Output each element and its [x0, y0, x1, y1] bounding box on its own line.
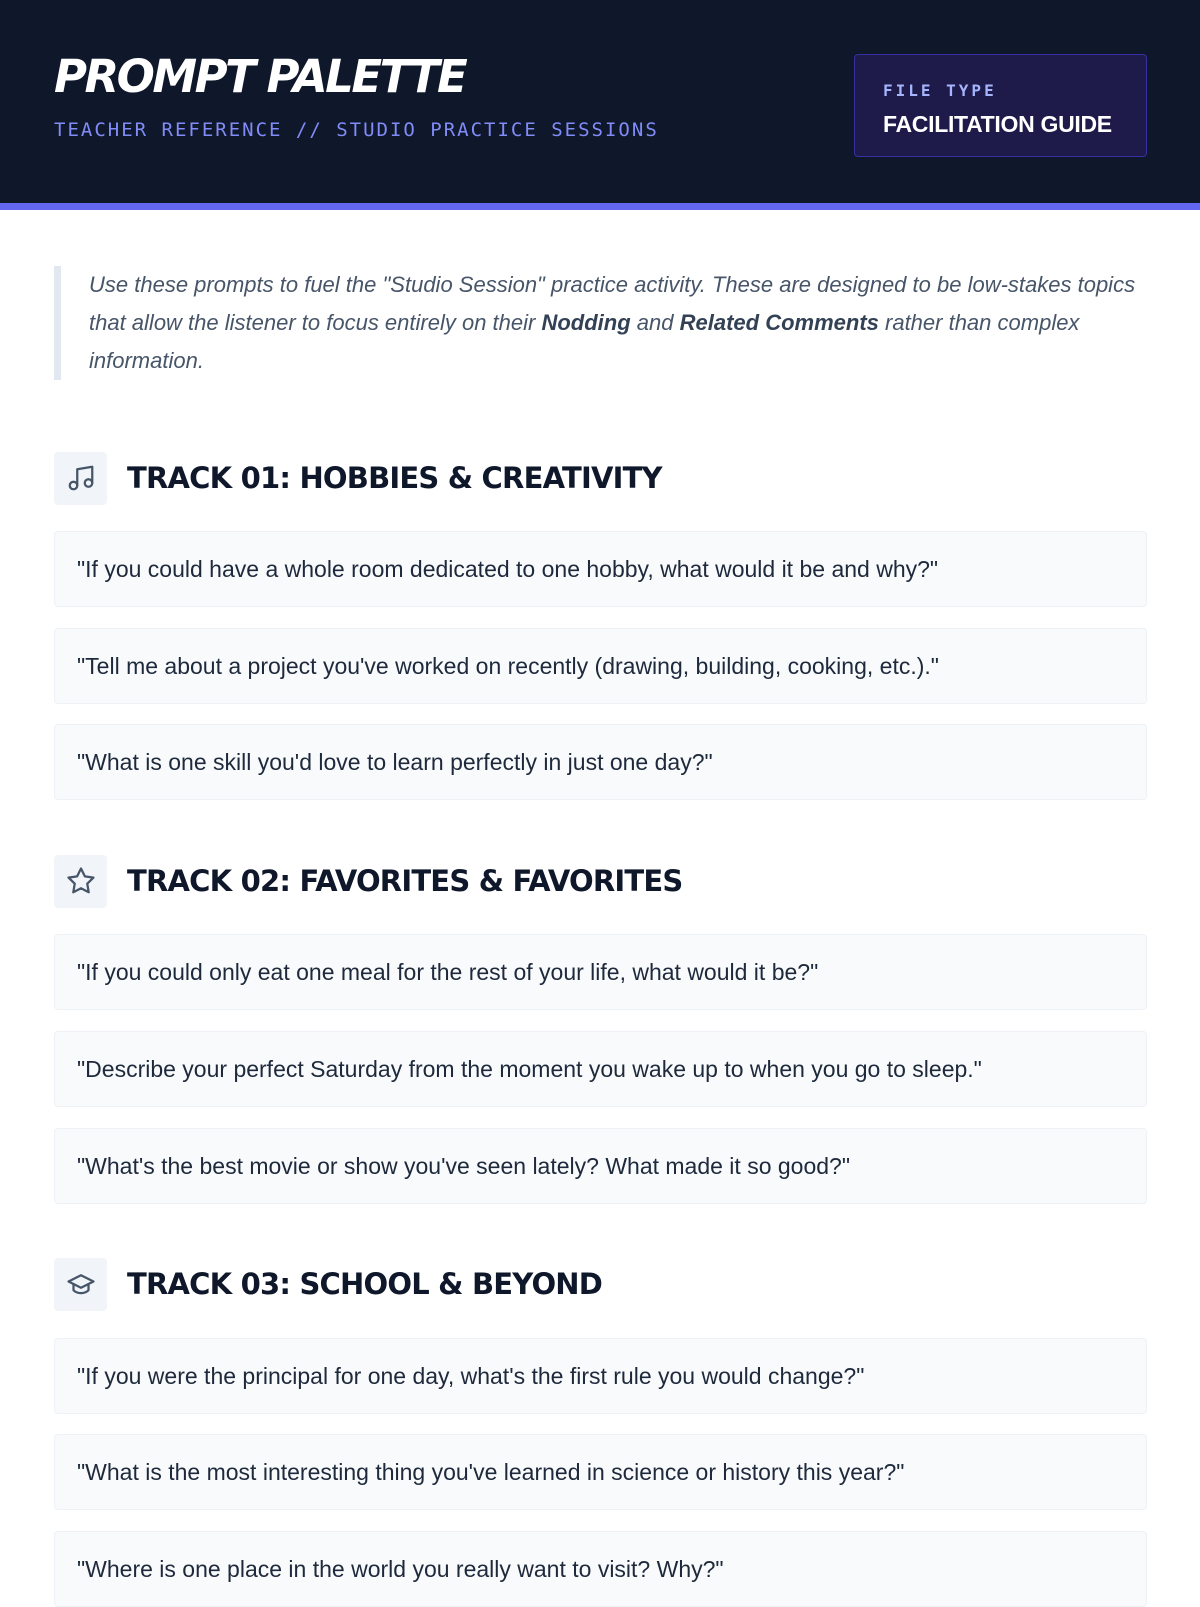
- section-title: TRACK 01: HOBBIES & CREATIVITY: [127, 461, 662, 495]
- intro-bold-related-comments: Related Comments: [679, 310, 879, 335]
- intro-bold-nodding: Nodding: [541, 310, 631, 335]
- section-title: TRACK 02: FAVORITES & FAVORITES: [127, 864, 683, 898]
- brand-title: PROMPT PALETTE: [54, 50, 466, 103]
- prompt-card: "If you were the principal for one day, what's the first rule you would change?": [54, 1338, 1147, 1414]
- intro-text-after: rather than complex information.: [89, 310, 1080, 373]
- star-icon: [54, 855, 107, 908]
- file-type-label: FILE TYPE: [883, 81, 997, 100]
- section-header-track-02: [54, 854, 682, 908]
- prompt-card: "Tell me about a project you've worked on recently (drawing, building, cooking, etc.).": [54, 628, 1147, 704]
- header: [0, 0, 1200, 210]
- graduation-cap-icon: [54, 1258, 107, 1311]
- prompt-card: "If you could only eat one meal for the rest of your life, what would it be?": [54, 934, 1147, 1010]
- section-header-track-03: [54, 1257, 602, 1311]
- prompt-card: "What is one skill you'd love to learn perfectly in just one day?": [54, 724, 1147, 800]
- prompt-card: "If you could have a whole room dedicated to one hobby, what would it be and why?": [54, 531, 1147, 607]
- brand-subtitle: TEACHER REFERENCE // STUDIO PRACTICE SESSIONS: [54, 119, 659, 141]
- intro-text-middle: and: [630, 310, 680, 335]
- section-title: TRACK 03: SCHOOL & BEYOND: [127, 1267, 603, 1301]
- intro-note: [54, 266, 1147, 380]
- prompt-card: "What is the most interesting thing you've learned in science or history this year?": [54, 1434, 1147, 1510]
- intro-text-before: Use these prompts to fuel the "Studio Session" practice activity. These are designed to be low-stakes topics that allow the listener to focus entirely on their: [89, 272, 1136, 335]
- prompt-card: "Describe your perfect Saturday from the moment you wake up to when you go to sleep.": [54, 1031, 1147, 1107]
- file-type-value: FACILITATION GUIDE: [883, 111, 1112, 137]
- file-type-badge: [854, 54, 1147, 157]
- prompt-card: "Where is one place in the world you really want to visit? Why?": [54, 1531, 1147, 1607]
- music-note-icon: [54, 452, 107, 505]
- section-header-track-01: [54, 451, 662, 505]
- prompt-card: "What's the best movie or show you've seen lately? What made it so good?": [54, 1128, 1147, 1204]
